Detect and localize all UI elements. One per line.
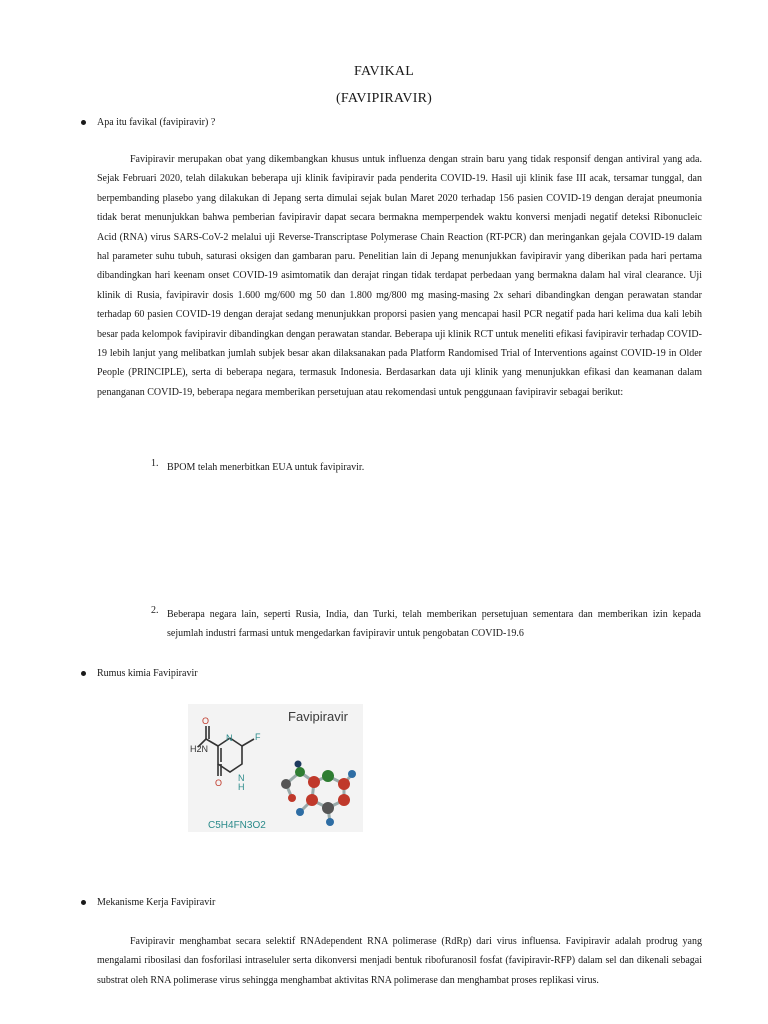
bullet-icon (80, 669, 89, 678)
atom-label: N (226, 733, 233, 743)
atom-label: H (238, 782, 245, 792)
list-item (151, 458, 371, 478)
atom-label: F (255, 732, 261, 742)
atom-label: O (215, 778, 223, 788)
list-text: BPOM telah menerbitkan EUA untuk favipiravir. (167, 462, 365, 473)
bullet-icon (80, 118, 89, 127)
list-number: 1. (151, 458, 159, 469)
molecule-illustration (188, 704, 363, 832)
section-heading-formula: Rumus kimia Favipiravir (97, 668, 198, 679)
atom-label: O (202, 716, 210, 726)
mechanism-paragraph: Favipiravir menghambat secara selektif RNAdependent RNA polimerase (RdRp) dari virus influensa. Favipiravir adalah prodrug yang mengalami ribosilasi dan fosforilasi intraseluler serta dikonversi menjadi bentuk ribofuranosil fosfat (favipiravir-RFP) dalam sel dan dikenali sebagai substrat oleh RNA polimerase virus sehingga menghambat aktivitas RNA polimerase dan menghambat proses replikasi virus. (97, 936, 702, 986)
list-text: Beberapa negara lain, seperti Rusia, India, dan Turki, telah memberikan persetujuan sementara dan memberikan izin kepada sejumlah industri farmasi untuk mengedarkan favipiravir untuk pengobatan COVID-19.6 (167, 609, 701, 640)
atom-label: N (238, 773, 245, 783)
list-number: 2. (151, 605, 159, 616)
intro-paragraph: Favipiravir merupakan obat yang dikembangkan khusus untuk influenza dengan strain baru yang tidak responsif dengan antiviral yang ada. Sejak Februari 2020, telah dilakukan beberapa uji klinik favipiravir pada penderita COVID-19. Hasil uji klinik fase III acak, tersamar tunggal, dan berpembanding plasebo yang dilakukan di Jepang serta dimulai sejak bulan Maret 2020 terhadap 156 pasien COVID-19 dengan derajat pneumonia tidak berat menunjukkan bahwa pemberian favipiravir dapat secara bermakna memperpendek waktu konversi menjadi negatif deteksi Ribonucleic Acid (RNA) virus SARS-CoV-2 melalui uji Reverse-Transcriptase Polymerase Chain Reaction (RT-PCR) dan meringankan gejala COVID-19 dalam hal parameter suhu tubuh, saturasi oksigen dan gambaran paru. Penelitian lain di Jepang menunjukkan favipiravir yang diberikan pada hari pertama dibandingkan hari keenam onset COVID-19 asimtomatik dan derajat ringan tidak terdapat perbedaan yang bermakna dalam hal viral clearance. Uji klinik di Rusia, favipiravir dosis 1.600 mg/600 mg 50 dan 1.800 mg/800 mg masing-masing 2x sehari dibandingkan dengan perawatan standar terhadap 60 pasien COVID-19 dengan derajat sedang menunjukkan proporsi pasien yang mencapai hasil PCR negatif pada hari kelima dua kali lebih besar pada kelompok favipiravir dibandingkan dengan perawatan standar. Beberapa uji klinik RCT untuk meneliti efikasi favipiravir terhadap COVID-19 lebih lanjut yang melibatkan jumlah subjek besar akan dilaksanakan pada Platform Randomised Trial of Interventions against COVID-19 in Older People (PRINCIPLE), serta di beberapa negara, termasuk Indonesia. Berdasarkan data uji klinik yang menunjukkan efikasi dan keamanan dalam penanganan COVID-19, beberapa negara memberikan persetujuan atau rekomendasi untuk penggunaan favipiravir sebagai berikut: (97, 154, 702, 398)
molecular-formula: C5H4FN3O2 (208, 820, 266, 831)
document-subtitle: (FAVIPIRAVIR) (336, 91, 432, 106)
document-title: FAVIKAL (354, 64, 414, 79)
bullet-icon (80, 898, 89, 907)
section-heading-mechanism: Mekanisme Kerja Favipiravir (97, 897, 216, 908)
atom-label: H2N (190, 744, 209, 754)
question-heading: Apa itu favikal (favipiravir) ? (97, 117, 216, 128)
figure-name: Favipiravir (288, 709, 348, 724)
list-item (151, 605, 701, 645)
favipiravir-structure-image (188, 704, 363, 832)
